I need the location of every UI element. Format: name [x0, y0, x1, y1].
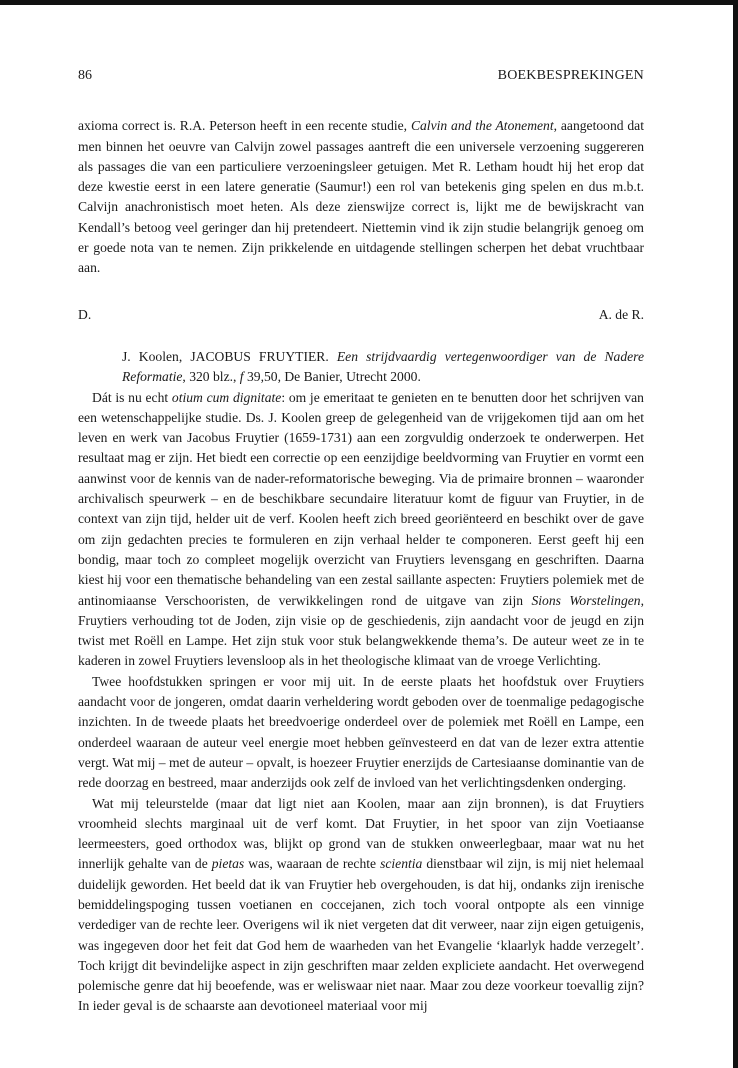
italic-term: scientia [380, 856, 423, 872]
scan-border-top [0, 0, 738, 5]
text-run: : om je emeritaat te genieten en te benutten door het schrijven van een wetenschappelijke studie. Ds. J. Koolen greep de gelegenheid van de vrijgekomen tijd aan om het leven en werk van Jacobus Fruytier (1659-1731) aan een zorgvuldig onderzoek te onderwerpen. Het resultaat mag er zijn. Het biedt een correctie op een eenzijdige beeldvorming van Fruytier en vormt een aanwinst voor de kennis van de nader-reformatorische beweging. Via de primaire bronnen – waaronder archivalisch speurwerk – en de beschikbare secundaire literatuur komt de figuur van Fruytier, in de context van zijn tijd, helder uit de verf. Koolen heeft zich breed georiënteerd en beschikt over de gave om zijn gedachten precies te formuleren en zijn verhaal helder te componeren. Eerst geeft hij een bondig, maar toch zo compleet mogelijk overzicht van Fruytiers levensgang en geschriften. Daarna kiest hij voor een thematische behandeling van een zestal saillante aspecten: Fruytiers polemiek met de antinomiaanse Verschooristen, de verwikkelingen rond de uitgave van zijn [78, 389, 644, 608]
review2-citation [78, 347, 644, 388]
text-run: , aangetoond dat men binnen het oeuvre van Calvijn zowel passages aantreft die een universele verzoening suggereren als passages die van een particuliere verzoeningsleer getuigen. Met R. Letham houdt hij het erop dat deze kwestie eerst in een latere generatie (Saumur!) een rol van betekenis ging spelen en dus m.b.t. Calvijn anachronistisch moet heten. Als deze zienswijze correct is, lijkt me de bewijskracht van Kendall’s betoog veel geringer dan hij pretendeert. Niettemin vind ik zijn studie belangrijk genoeg om er goede nota van te nemen. Zijn prikkelende en uitdagende stellingen scherpen het debat vruchtbaar aan. [78, 118, 644, 276]
text-run: Wat mij teleurstelde (maar dat ligt niet aan Koolen, maar aan zijn bronnen), is dat Fruytiers vroomheid slechts marginaal uit de verf komt. Dat Fruytier, in het spoor van zijn Voetiaanse leermeesters, goed orthodox was, blijkt op grond van de stukken onweerlegbaar, maar wat nu het innerlijk gehalte van de [78, 795, 644, 872]
florin-sign: f [239, 369, 244, 385]
italic-title: Calvin and the Atonement [410, 118, 554, 134]
citation-title: Een strijdvaardig vertegenwoordiger van de Nadere Reformatie [122, 348, 644, 385]
running-header [78, 66, 644, 86]
page-number: 86 [78, 68, 92, 83]
italic-phrase: otium cum dignitate [171, 389, 282, 405]
text-run: , Fruytiers verhouding tot de Joden, zijn visie op de geschiedenis, zijn aandacht voor de jeugd en zijn twist met Roëll en Lampe. Het zijn stuk voor stuk belangwekkende thema’s. De auteur weet ze in te kaderen in zowel Fruytiers levensloop als in het theologische klimaat van de vroege Verlichting. [78, 592, 644, 669]
running-title: BOEKBESPREKINGEN [497, 68, 644, 83]
review1-paragraph [78, 116, 644, 278]
citation-pages: , 320 blz., [182, 369, 240, 385]
review2-paragraph-2: Twee hoofdstukken springen er voor mij uit. In de eerste plaats het hoofdstuk over Fruytiers aandacht voor de jongeren, omdat daarin verheldering wordt geboden over de toenmalige pedagogische inzichten. In de tweede plaats het breedvoerige onderdeel over de polemiek met Roëll en Lampe, een onderdeel waaraan de auteur veel energie moet hebben geïnvesteerd en dat van de lezer extra attentie vergt. Wat mij – met de auteur – opvalt, is hoezeer Fruytier enerzijds de Cartesiaanse dominantie van de rede doorzag en bestreed, maar anderzijds ook zelf de invloed van het verlichtingsdenken onderging. [78, 673, 644, 791]
text-run: dienstbaar wil zijn, is mij niet helemaal duidelijk geworden. Het beeld dat ik van Fruytier heb overgehouden, is dat hij, ondanks zijn irenische bemiddelingspoging tussen voetianen en coccejanen, zich toch vooral ontpopte als een vinnige verdediger van de rechte leer. Overigens wil ik niet vergeten dat dit verweer, naar zijn eigen getuigenis, was ingegeven door het feit dat God hem de waarheden van het Evangelie ‘klaarlyk hadde verzegelt’. Toch krijgt dit bevindelijke aspect in zijn geschriften maar zelden expliciete aandacht. Het overwegend polemische genre dat hij beoefende, was er weliswaar niet naar. Maar zou deze voorkeur toevallig zijn? In ieder geval is de schaarste aan devotioneel materiaal voor mij [78, 856, 644, 1014]
text-run: was, waaraan de rechte [244, 856, 381, 872]
book-page [78, 66, 644, 1017]
text-run: axioma correct is. R.A. Peterson heeft in een recente studie, [78, 118, 411, 134]
italic-title: Sions Worstelingen [531, 592, 641, 608]
italic-term: pietas [211, 856, 245, 872]
review2-paragraph-3 [78, 794, 644, 1017]
scan-border-right [733, 0, 738, 1068]
review1-signatures [78, 305, 644, 325]
citation-author: J. Koolen, JACOBUS FRUYTIER. [122, 348, 337, 364]
signature-left: D. [78, 306, 92, 322]
citation-publisher: 39,50, De Banier, Utrecht 2000. [243, 369, 421, 385]
signature-right: A. de R. [598, 306, 644, 322]
review2-paragraph-1 [78, 388, 644, 672]
text-run: Dát is nu echt [92, 389, 172, 405]
